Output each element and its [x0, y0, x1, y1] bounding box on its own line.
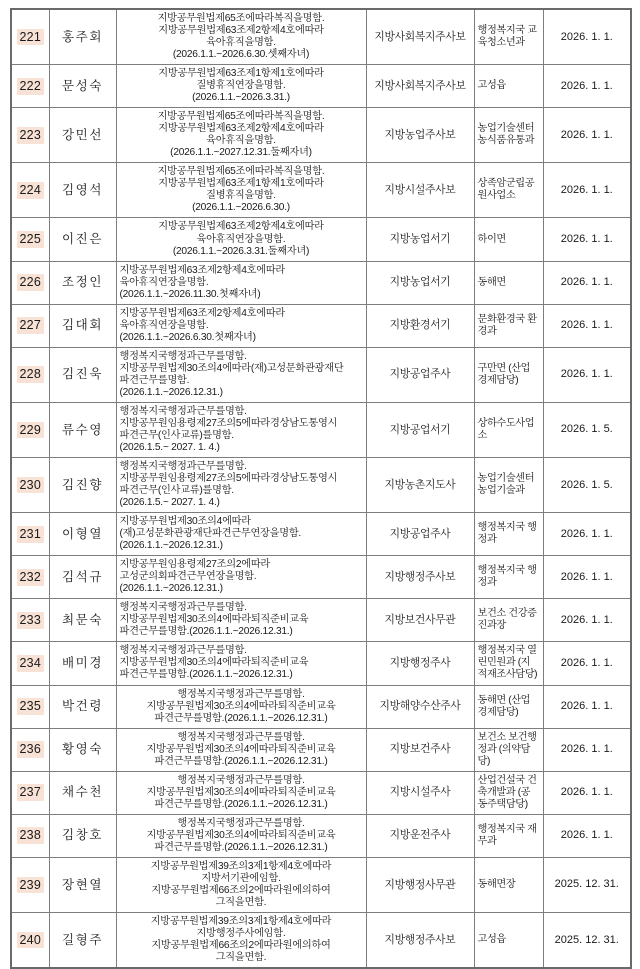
- order-content-line: 행정복지국행정과근무를명함.: [177, 731, 305, 743]
- sequence-number-highlight: 229: [17, 422, 44, 439]
- order-content-line: 그직을면함.: [215, 896, 267, 908]
- sequence-number-highlight: 224: [17, 182, 44, 199]
- table-row: [11, 402, 631, 457]
- table-row: [11, 65, 631, 108]
- cell-department: 보건소 보건행정과 (의약담당): [474, 728, 543, 771]
- sequence-number-highlight: 230: [17, 477, 44, 494]
- cell-effective-date: 2025. 12. 31.: [543, 857, 631, 912]
- order-content-line: 파견근무(인사교류)를명함.: [119, 429, 234, 441]
- sequence-number-highlight: 221: [17, 29, 44, 46]
- order-content-line: (2026.1.5.~ 2027. 1. 4.): [119, 441, 220, 453]
- cell-rank: 지방행정사무관: [366, 857, 474, 912]
- cell-department: 행정복지국 재무과: [474, 814, 543, 857]
- cell-effective-date: 2026. 1. 5.: [543, 402, 631, 457]
- cell-sequence-number: [11, 304, 49, 347]
- order-content-line: 지방공무원법제65조에따라복직을명함.: [157, 111, 325, 123]
- cell-person-name: 조정인: [49, 261, 116, 304]
- cell-rank: 지방농업서기: [366, 261, 474, 304]
- cell-sequence-number: [11, 261, 49, 304]
- order-content-line: 육아휴직연장을명함.: [119, 276, 209, 288]
- cell-order-content: [116, 108, 366, 163]
- cell-department: 산업건설국 건축개발과 (공동주택담당): [474, 771, 543, 814]
- order-content-line: 지방공무원법제30조의4에따라퇴직준비교육: [146, 743, 336, 755]
- cell-order-content: [116, 458, 366, 513]
- order-content-line: (2026.1.1.~2026.11.30.첫째자녀): [119, 288, 261, 300]
- order-content-line: 파견근무를명함.(2026.1.1.~2026.12.31.): [119, 626, 293, 638]
- cell-effective-date: 2026. 1. 1.: [543, 556, 631, 599]
- sequence-number-highlight: 233: [17, 612, 44, 629]
- table-row: [11, 857, 631, 912]
- cell-person-name: 김대회: [49, 304, 116, 347]
- order-content-line: 행정복지국행정과근무를명함.: [119, 405, 247, 417]
- table-row: [11, 218, 631, 261]
- cell-effective-date: 2026. 1. 1.: [543, 9, 631, 65]
- cell-person-name: 홍주회: [49, 9, 116, 65]
- cell-person-name: 황영숙: [49, 728, 116, 771]
- sequence-number-highlight: 226: [17, 274, 44, 291]
- order-content-line: 지방공무원법제30조의4에따라퇴직준비교육: [119, 614, 309, 626]
- table-row: [11, 304, 631, 347]
- order-content-line: 지방공무원법제63조제2항제4호에따라: [158, 221, 324, 233]
- order-content-line: 지방공무원법제65조에따라복직을명함.: [157, 166, 325, 178]
- cell-department: 동해면: [474, 261, 543, 304]
- order-content-line: (2026.1.5.~ 2027. 1. 4.): [119, 497, 220, 509]
- cell-effective-date: 2026. 1. 1.: [543, 108, 631, 163]
- order-content-line: 육아휴직을명함.: [206, 37, 276, 49]
- cell-department: 행정복지국 행정과: [474, 556, 543, 599]
- order-content-line: 지방공무원법제30조의4에따라퇴직준비교육: [119, 657, 309, 669]
- cell-person-name: 이진은: [49, 218, 116, 261]
- cell-sequence-number: [11, 913, 49, 969]
- cell-rank: 지방공업주사: [366, 513, 474, 556]
- cell-person-name: 김영석: [49, 163, 116, 218]
- order-content-line: 육아휴직을명함.: [206, 135, 276, 147]
- table-row: [11, 642, 631, 685]
- cell-sequence-number: [11, 599, 49, 642]
- cell-sequence-number: [11, 65, 49, 108]
- order-content-line: (2026.1.1.~2026.6.30.첫째자녀): [119, 331, 256, 343]
- order-content-line: 지방공무원법제63조제2항제4호에따라: [119, 307, 286, 319]
- cell-sequence-number: [11, 857, 49, 912]
- table-row: [11, 599, 631, 642]
- order-content-line: 지방공무원임용령제27조의5에따라경상남도통영시: [119, 417, 338, 429]
- order-content-line: 행정복지국행정과근무를명함.: [119, 350, 247, 362]
- order-content-line: 행정복지국행정과근무를명함.: [177, 688, 305, 700]
- cell-rank: 지방사회복지주사보: [366, 9, 474, 65]
- table-row: [11, 556, 631, 599]
- order-content-line: 지방서기관에임함.: [201, 872, 281, 884]
- cell-rank: 지방시설주사보: [366, 163, 474, 218]
- cell-sequence-number: [11, 513, 49, 556]
- order-content-line: 파견근무를명함.(2026.1.1.~2026.12.31.): [154, 755, 328, 767]
- cell-rank: 지방운전주사: [366, 814, 474, 857]
- cell-order-content: [116, 513, 366, 556]
- sequence-number-highlight: 228: [17, 366, 44, 383]
- roster-table-body: [11, 9, 631, 968]
- cell-rank: 지방해양수산주사: [366, 685, 474, 728]
- cell-order-content: [116, 402, 366, 457]
- order-content-line: 행정복지국행정과근무를명함.: [177, 817, 305, 829]
- cell-rank: 지방농업주사보: [366, 108, 474, 163]
- cell-order-content: [116, 304, 366, 347]
- table-row: [11, 163, 631, 218]
- cell-rank: 지방농업서기: [366, 218, 474, 261]
- cell-effective-date: 2026. 1. 1.: [543, 642, 631, 685]
- order-content-line: 지방공무원법제63조제2항제4호에따라: [119, 264, 286, 276]
- cell-rank: 지방행정주사보: [366, 913, 474, 969]
- cell-order-content: [116, 913, 366, 969]
- cell-sequence-number: [11, 218, 49, 261]
- order-content-line: 지방공무원법제63조제2항제4호에따라: [158, 25, 324, 37]
- table-row: [11, 108, 631, 163]
- cell-rank: 지방시설주사: [366, 771, 474, 814]
- cell-person-name: 박건령: [49, 685, 116, 728]
- cell-order-content: [116, 9, 366, 65]
- sequence-number-highlight: 238: [17, 827, 44, 844]
- cell-rank: 지방보건주사: [366, 728, 474, 771]
- cell-person-name: 이형열: [49, 513, 116, 556]
- cell-department: 행정복지국 행정과: [474, 513, 543, 556]
- cell-rank: 지방행정주사보: [366, 556, 474, 599]
- sequence-number-highlight: 234: [17, 655, 44, 672]
- cell-order-content: [116, 642, 366, 685]
- cell-sequence-number: [11, 108, 49, 163]
- cell-sequence-number: [11, 814, 49, 857]
- order-content-line: 행정복지국행정과근무를명함.: [119, 602, 247, 614]
- cell-effective-date: 2026. 1. 1.: [543, 599, 631, 642]
- cell-sequence-number: [11, 347, 49, 402]
- cell-sequence-number: [11, 163, 49, 218]
- cell-person-name: 강민선: [49, 108, 116, 163]
- cell-order-content: [116, 599, 366, 642]
- cell-effective-date: 2026. 1. 1.: [543, 513, 631, 556]
- order-content-line: 지방공무원법제66조의2에따라원에의하여: [151, 884, 331, 896]
- cell-department: 동해면장: [474, 857, 543, 912]
- sequence-number-highlight: 237: [17, 784, 44, 801]
- cell-order-content: [116, 65, 366, 108]
- cell-sequence-number: [11, 771, 49, 814]
- sequence-number-highlight: 231: [17, 526, 44, 543]
- sequence-number-highlight: 227: [17, 317, 44, 334]
- cell-sequence-number: [11, 642, 49, 685]
- cell-effective-date: 2026. 1. 1.: [543, 65, 631, 108]
- order-content-line: 지방공무원법제39조의3제1항제4호에따라: [150, 860, 332, 872]
- order-content-line: 행정복지국행정과근무를명함.: [119, 645, 247, 657]
- table-row: [11, 814, 631, 857]
- cell-order-content: [116, 814, 366, 857]
- cell-order-content: [116, 728, 366, 771]
- order-content-line: 지방공무원법제39조의3제1항제4호에따라: [150, 916, 332, 927]
- cell-effective-date: 2026. 1. 1.: [543, 304, 631, 347]
- order-content-line: 지방공무원법제30조의4에따라퇴직준비교육: [146, 786, 336, 798]
- cell-sequence-number: [11, 9, 49, 65]
- order-content-line: 그직을면함.: [215, 952, 267, 964]
- order-content-line: 육아휴직연장을명함.: [119, 319, 209, 331]
- table-row: [11, 685, 631, 728]
- order-content-line: (2026.1.1.~2026.6.30.): [192, 202, 290, 214]
- order-content-line: 고성군의회파견근무연장을명함.: [119, 571, 257, 583]
- table-row: [11, 728, 631, 771]
- table-row: [11, 347, 631, 402]
- sequence-number-highlight: 225: [17, 231, 44, 248]
- order-content-line: 지방행정주사에임함.: [196, 928, 286, 940]
- cell-effective-date: 2026. 1. 1.: [543, 347, 631, 402]
- cell-rank: 지방환경서기: [366, 304, 474, 347]
- cell-rank: 지방행정주사: [366, 642, 474, 685]
- order-content-line: (2026.1.1.~2026.3.31.둘째자녀): [172, 245, 310, 257]
- cell-person-name: 김창호: [49, 814, 116, 857]
- cell-effective-date: 2026. 1. 1.: [543, 771, 631, 814]
- order-content-line: 파견근무를명함.(2026.1.1.~2026.12.31.): [154, 798, 328, 810]
- order-content-line: 파견근무를명함.(2026.1.1.~2026.12.31.): [154, 841, 328, 853]
- order-content-line: 파견근무를명함.: [119, 374, 190, 386]
- cell-order-content: [116, 163, 366, 218]
- cell-department: 행정복지국 교육청소년과: [474, 9, 543, 65]
- order-content-line: 파견근무를명함.(2026.1.1.~2026.12.31.): [154, 712, 328, 724]
- cell-department: 농업기술센터 농업기술과: [474, 458, 543, 513]
- cell-sequence-number: [11, 556, 49, 599]
- cell-department: 보건소 건강증진과장: [474, 599, 543, 642]
- sequence-number-highlight: 240: [17, 932, 44, 949]
- cell-department: 고성읍: [474, 913, 543, 969]
- order-content-line: 지방공무원법제30조의4에따라퇴직준비교육: [146, 829, 336, 841]
- order-content-line: 지방공무원임용령제27조의2에따라: [119, 559, 271, 571]
- cell-department: 구만면 (산업경제담당): [474, 347, 543, 402]
- cell-effective-date: 2026. 1. 1.: [543, 728, 631, 771]
- cell-department: 고성읍: [474, 65, 543, 108]
- order-content-line: 지방공무원법제63조제2항제4호에따라: [158, 123, 324, 135]
- cell-department: 행정복지국 열린민원과 (지적재조사담당): [474, 642, 543, 685]
- cell-sequence-number: [11, 402, 49, 457]
- cell-sequence-number: [11, 728, 49, 771]
- order-content-line: (재)고성문화관광재단파견근무연장을명함.: [119, 528, 302, 540]
- order-content-line: (2026.1.1.~2026.3.31.): [192, 92, 290, 104]
- table-row: [11, 513, 631, 556]
- cell-rank: 지방공업주사: [366, 347, 474, 402]
- cell-order-content: [116, 556, 366, 599]
- cell-rank: 지방사회복지주사보: [366, 65, 474, 108]
- order-content-line: 지방공무원임용령제27조의5에따라경상남도통영시: [119, 473, 338, 485]
- order-content-line: (2026.1.1.~2026.6.30.셋째자녀): [172, 49, 310, 61]
- cell-person-name: 길형주: [49, 913, 116, 969]
- cell-order-content: [116, 261, 366, 304]
- order-content-line: 행정복지국행정과근무를명함.: [177, 774, 305, 786]
- cell-department: 하이면: [474, 218, 543, 261]
- sequence-number-highlight: 235: [17, 698, 44, 715]
- cell-order-content: [116, 218, 366, 261]
- table-row: [11, 458, 631, 513]
- table-row: [11, 9, 631, 65]
- order-content-line: 파견근무를명함.(2026.1.1.~2026.12.31.): [119, 669, 293, 681]
- personnel-order-table: [10, 8, 632, 969]
- sequence-number-highlight: 223: [17, 127, 44, 144]
- cell-person-name: 류수영: [49, 402, 116, 457]
- cell-person-name: 김진향: [49, 458, 116, 513]
- cell-department: 상족암군립공원사업소: [474, 163, 543, 218]
- order-content-line: 지방공무원법제30조의4에따라(재)고성문화관광재단: [119, 362, 344, 374]
- cell-effective-date: 2026. 1. 1.: [543, 163, 631, 218]
- order-content-line: 지방공무원법제63조제1항제1호에따라: [158, 178, 324, 190]
- sequence-number-highlight: 239: [17, 877, 44, 894]
- cell-effective-date: 2026. 1. 1.: [543, 261, 631, 304]
- cell-effective-date: 2026. 1. 1.: [543, 685, 631, 728]
- cell-order-content: [116, 347, 366, 402]
- sequence-number-highlight: 236: [17, 741, 44, 758]
- cell-sequence-number: [11, 458, 49, 513]
- cell-person-name: 김진욱: [49, 347, 116, 402]
- order-content-line: (2026.1.1.~2026.12.31.): [119, 386, 223, 398]
- cell-person-name: 배미경: [49, 642, 116, 685]
- order-content-line: 육아휴직연장을명함.: [196, 233, 286, 245]
- cell-rank: 지방공업서기: [366, 402, 474, 457]
- table-row: [11, 261, 631, 304]
- order-content-line: 지방공무원법제30조의4에따라: [119, 516, 251, 528]
- cell-person-name: 문성숙: [49, 65, 116, 108]
- order-content-line: 행정복지국행정과근무를명함.: [119, 461, 247, 472]
- order-content-line: 질병휴직을명함.: [206, 190, 276, 202]
- cell-order-content: [116, 857, 366, 912]
- sequence-number-highlight: 232: [17, 569, 44, 586]
- order-content-line: 파견근무(인사교류)를명함.: [119, 485, 234, 497]
- cell-effective-date: 2025. 12. 31.: [543, 913, 631, 969]
- order-content-line: (2026.1.1.~2027.12.31.둘째자녀): [170, 147, 312, 159]
- order-content-line: 지방공무원법제66조의2에따라원에의하여: [151, 940, 331, 952]
- cell-effective-date: 2026. 1. 1.: [543, 218, 631, 261]
- cell-department: 상하수도사업소: [474, 402, 543, 457]
- cell-rank: 지방농촌지도사: [366, 458, 474, 513]
- order-content-line: 지방공무원법제30조의4에따라퇴직준비교육: [146, 700, 336, 712]
- table-row: [11, 771, 631, 814]
- cell-person-name: 김석규: [49, 556, 116, 599]
- cell-order-content: [116, 685, 366, 728]
- order-content-line: 지방공무원법제63조제1항제1호에따라: [158, 68, 324, 80]
- cell-effective-date: 2026. 1. 1.: [543, 814, 631, 857]
- cell-person-name: 최문숙: [49, 599, 116, 642]
- cell-department: 농업기술센터 농식품유통과: [474, 108, 543, 163]
- sequence-number-highlight: 222: [17, 78, 44, 95]
- cell-person-name: 장현열: [49, 857, 116, 912]
- order-content-line: 질병휴직연장을명함.: [196, 80, 286, 92]
- order-content-line: (2026.1.1.~2026.12.31.): [119, 540, 223, 552]
- cell-rank: 지방보건사무관: [366, 599, 474, 642]
- cell-department: 동해면 (산업경제담당): [474, 685, 543, 728]
- cell-effective-date: 2026. 1. 5.: [543, 458, 631, 513]
- order-content-line: (2026.1.1.~2026.12.31.): [119, 583, 223, 595]
- cell-person-name: 채수천: [49, 771, 116, 814]
- table-row: [11, 913, 631, 969]
- cell-order-content: [116, 771, 366, 814]
- order-content-line: 지방공무원법제65조에따라복직을명함.: [157, 13, 325, 24]
- cell-department: 문화환경국 환경과: [474, 304, 543, 347]
- cell-sequence-number: [11, 685, 49, 728]
